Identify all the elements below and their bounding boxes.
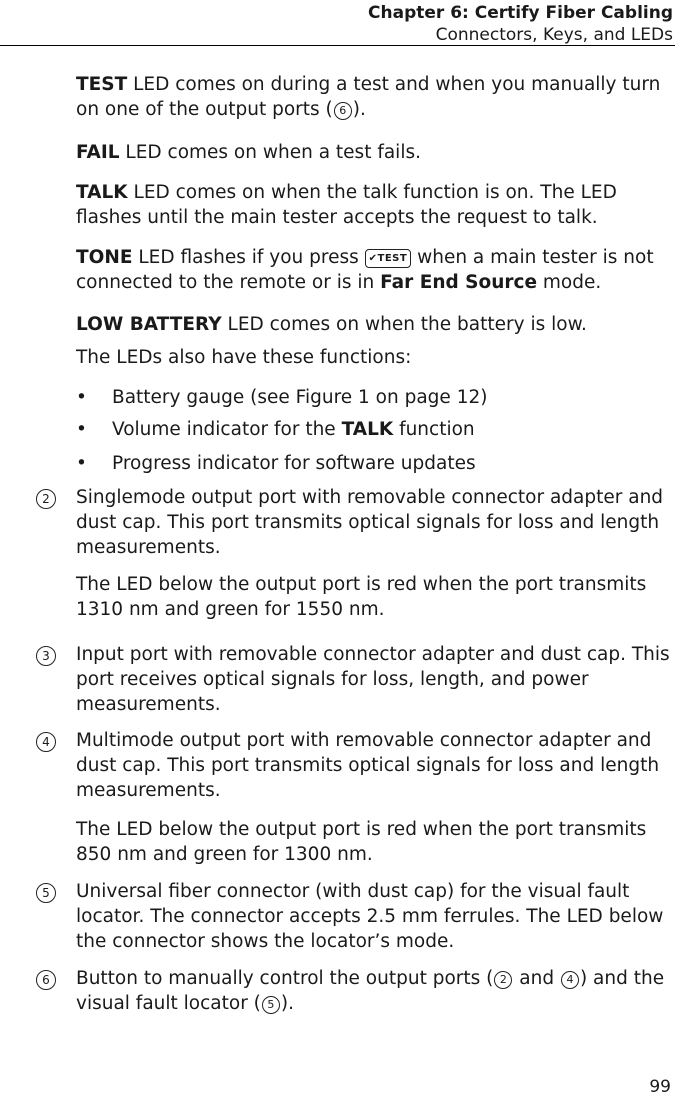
callout-5: 5 xyxy=(36,883,56,903)
tone-led-paragraph xyxy=(76,245,673,295)
page-number: 99 xyxy=(649,1077,671,1097)
text: LED comes on when the talk function is on. The LED flashes until the main tester accepts the request to talk. xyxy=(76,182,617,228)
callout-2: 2 xyxy=(36,489,56,509)
item-3-description: Input port with removable connector adapter and dust cap. This port receives optical signals for loss, length, and power measurements. xyxy=(76,644,670,715)
text: ). xyxy=(280,993,295,1014)
text: and xyxy=(513,968,560,989)
section-title: Connectors, Keys, and LEDs xyxy=(435,25,673,45)
callout-4: 4 xyxy=(36,732,56,752)
running-header xyxy=(368,2,673,46)
bullet-icon: • xyxy=(76,419,87,440)
text: Battery gauge (see Figure 1 on page 12) xyxy=(112,387,488,408)
callout-4: 4 xyxy=(561,971,579,989)
text: Button to manually control the output ports ( xyxy=(76,968,494,989)
chapter-title: Chapter 6: Certify Fiber Cabling xyxy=(368,3,673,23)
callout-5: 5 xyxy=(262,996,280,1014)
bullet-icon: • xyxy=(76,387,87,408)
item-2-led-note: The LED below the output port is red when the port transmits 1310 nm and green for 1550 nm. xyxy=(76,574,647,620)
test-key-label: TEST xyxy=(377,253,408,264)
bullet-item xyxy=(76,417,475,442)
text: function xyxy=(393,419,475,440)
text: mode. xyxy=(537,272,602,293)
test-led-paragraph xyxy=(76,72,673,122)
term-tone: TONE xyxy=(76,247,133,268)
term-talk: TALK xyxy=(341,419,394,440)
text: Volume indicator for the xyxy=(112,419,342,440)
term-talk: TALK xyxy=(76,182,128,203)
low-battery-paragraph xyxy=(76,312,673,337)
item-2-description: Singlemode output port with removable connector adapter and dust cap. This port transmits optical signals for loss and length measurements. xyxy=(76,487,664,558)
callout-2: 2 xyxy=(494,971,512,989)
term-fail: FAIL xyxy=(76,142,120,163)
test-key-icon: ✔TEST xyxy=(365,249,412,268)
item-5-description: Universal fiber connector (with dust cap) for the visual fault locator. The connector accepts 2.5 mm ferrules. The LED below the connector shows the locator’s mode. xyxy=(76,881,664,952)
text: when a main tester is not connected to the remote or is in xyxy=(76,247,654,293)
talk-led-paragraph xyxy=(76,180,673,230)
item-6-description xyxy=(76,966,673,1016)
bullet-item xyxy=(76,385,487,410)
text: LED comes on when the battery is low. xyxy=(221,314,587,335)
header-rule xyxy=(0,45,675,46)
callout-6: 6 xyxy=(36,970,56,990)
text: ). xyxy=(352,99,366,120)
term-test: TEST xyxy=(76,74,128,95)
text: LED comes on during a test and when you manually turn on one of the output ports ( xyxy=(76,74,661,120)
item-4-led-note: The LED below the output port is red when the port transmits 850 nm and green for 1300 nm. xyxy=(76,819,647,865)
callout-3: 3 xyxy=(36,646,56,666)
fail-led-paragraph xyxy=(76,140,673,165)
term-low-battery: LOW BATTERY xyxy=(76,314,222,335)
text: LED comes on when a test fails. xyxy=(119,142,421,163)
callout-6: 6 xyxy=(334,102,352,120)
bullet-item xyxy=(76,451,476,476)
term-far-end-source: Far End Source xyxy=(380,272,538,293)
item-4-description: Multimode output port with removable connector adapter and dust cap. This port transmits optical signals for loss and length measurements. xyxy=(76,730,660,801)
text: Progress indicator for software updates xyxy=(112,453,476,474)
text: ) and the visual fault locator ( xyxy=(76,968,665,1014)
bullet-icon: • xyxy=(76,453,87,474)
text: LED flashes if you press xyxy=(132,247,365,268)
led-functions-intro: The LEDs also have these functions: xyxy=(76,347,412,368)
